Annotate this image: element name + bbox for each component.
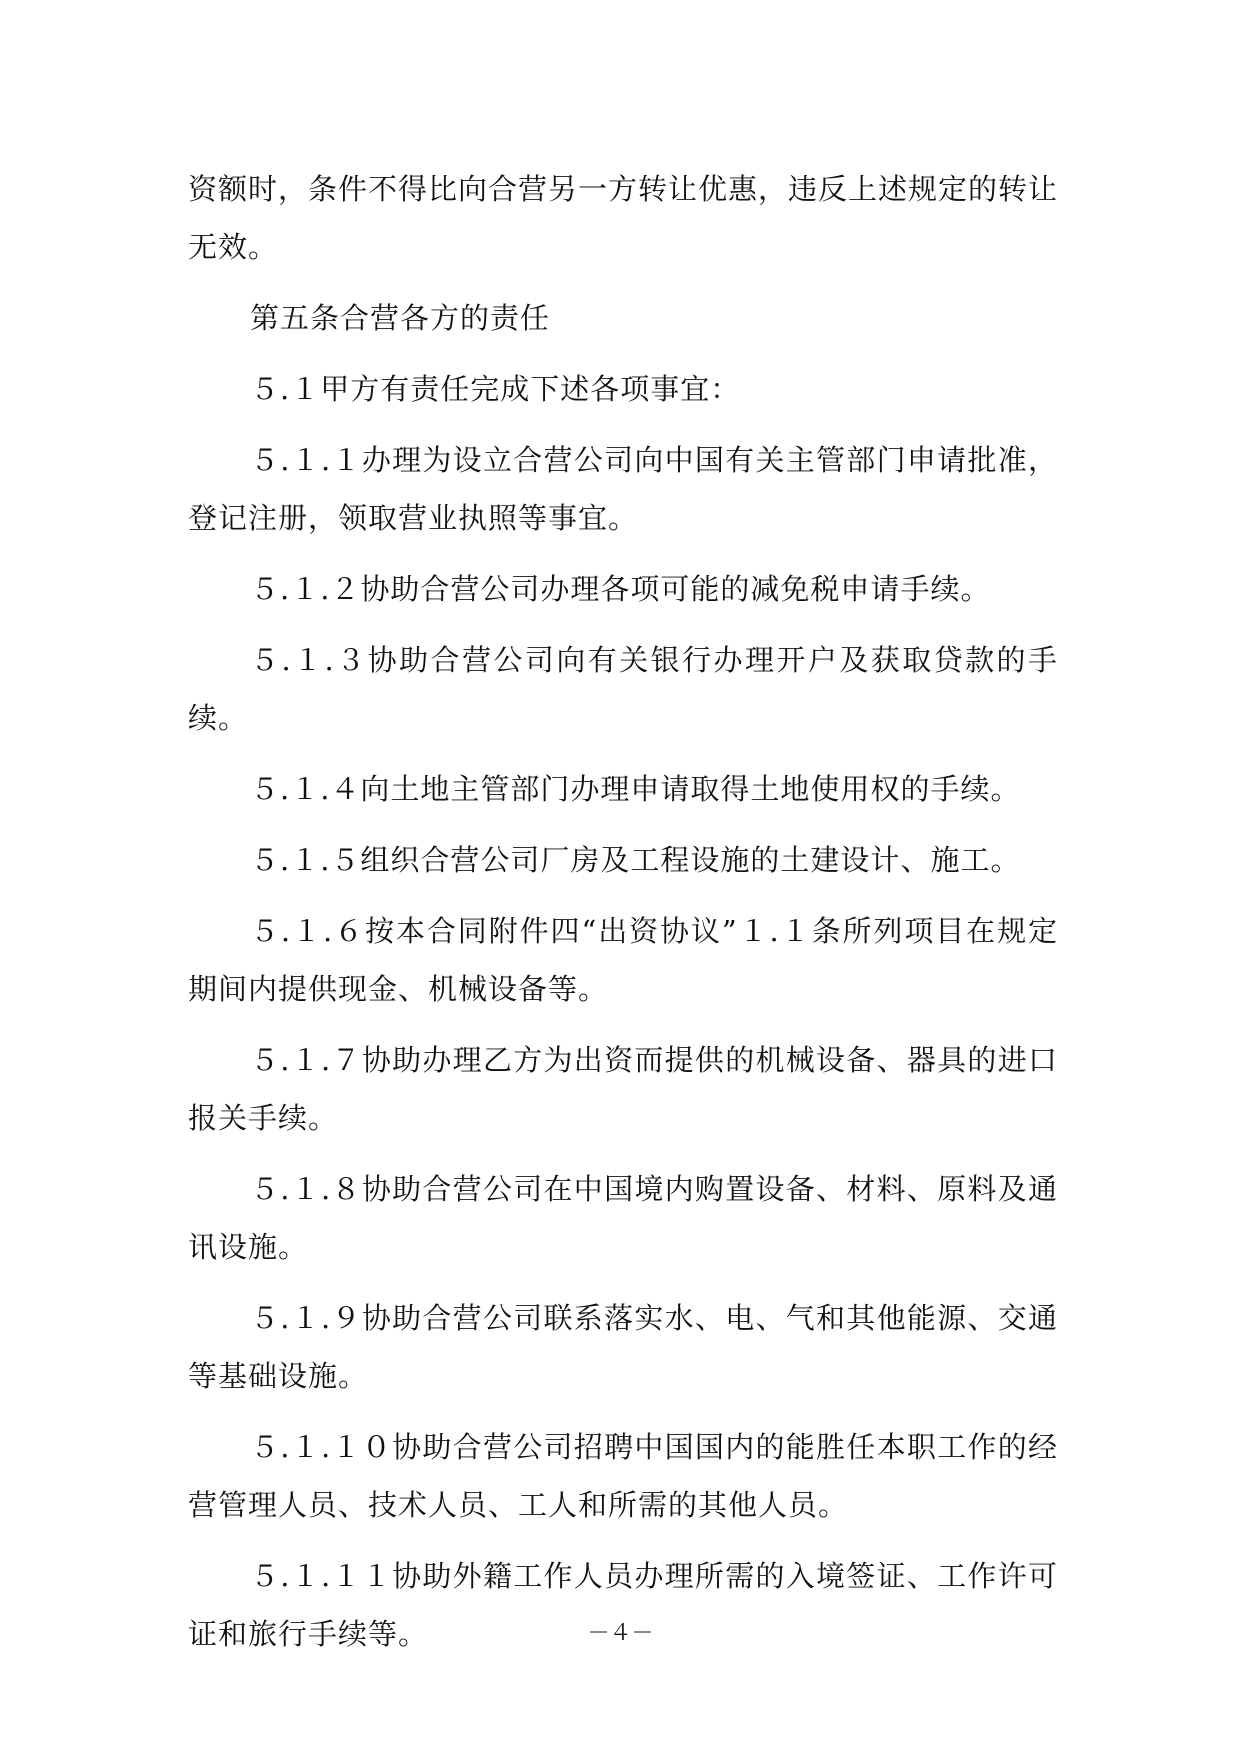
document-body xyxy=(188,160,1058,1676)
paragraph: ５.１甲方有责任完成下述各项事宜： xyxy=(250,372,741,406)
paragraph: 资额时，条件不得比向合营另一方转让优惠，违反上述规定的转让无效。 xyxy=(188,172,1059,264)
paragraph: ５.１.１１协助外籍工作人员办理所需的入境签证、工作许可证和旅行手续等。 xyxy=(188,1559,1058,1651)
page-number: －４－ xyxy=(587,1621,654,1646)
paragraph: ５.１.９协助合营公司联系落实水、电、气和其他能源、交通等基础设施。 xyxy=(188,1301,1058,1393)
paragraph: ５.１.１办理为设立合营公司向中国有关主管部门申请批准，登记注册，领取营业执照等事宜。 xyxy=(188,443,1058,535)
paragraph: ５.１.７协助办理乙方为出资而提供的机械设备、器具的进口报关手续。 xyxy=(188,1043,1058,1135)
paragraph: ５.１.６按本合同附件四“出资协议”１.１条所列项目在规定期间内提供现金、机械设备等。 xyxy=(188,914,1058,1006)
paragraph: ５.１.８协助合营公司在中国境内购置设备、材料、原料及通讯设施。 xyxy=(188,1172,1058,1264)
section-heading: 第五条合营各方的责任 xyxy=(250,301,551,335)
paragraph: ５.１.３协助合营公司向有关银行办理开户及获取贷款的手续。 xyxy=(188,643,1058,735)
paragraph: ５.１.５组织合营公司厂房及工程设施的土建设计、施工。 xyxy=(250,843,1021,877)
paragraph: ５.１.４向土地主管部门办理申请取得土地使用权的手续。 xyxy=(250,772,1021,806)
paragraph: ５.１.２协助合营公司办理各项可能的减免税申请手续。 xyxy=(250,572,991,606)
paragraph: ５.１.１０协助合营公司招聘中国国内的能胜任本职工作的经营管理人员、技术人员、工人和所需的其他人员。 xyxy=(188,1430,1058,1522)
